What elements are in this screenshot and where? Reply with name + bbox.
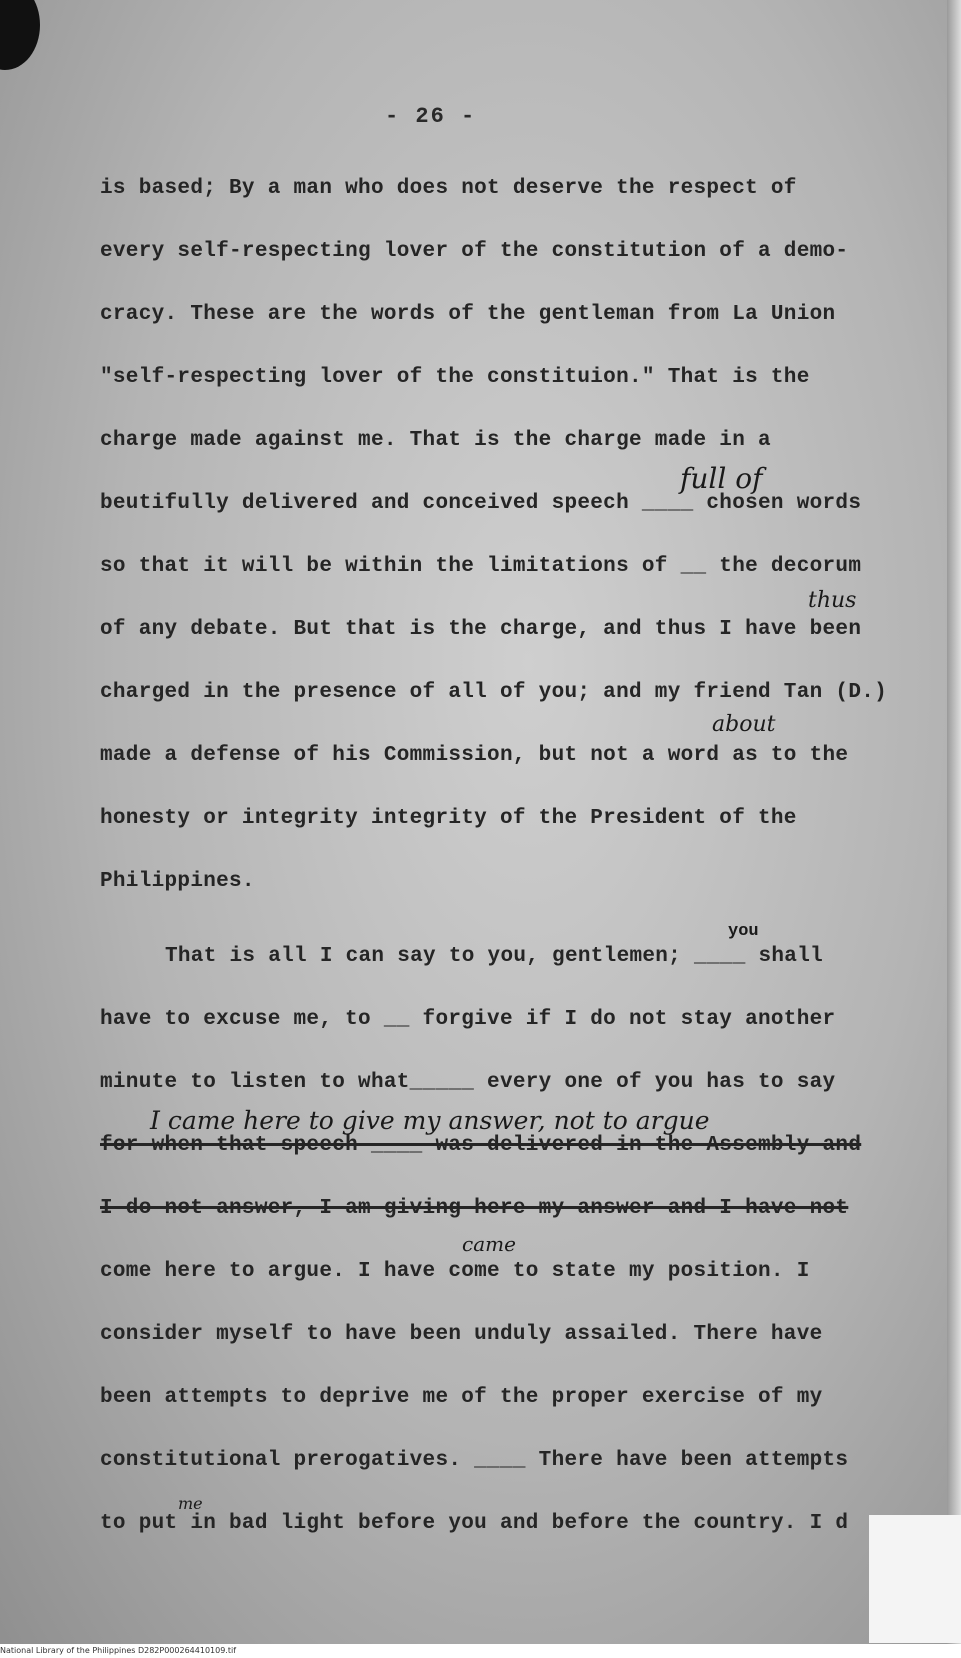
handwritten-full-of: full of bbox=[680, 462, 763, 495]
text-line: constitutional prerogatives. ____ There have been attempts bbox=[100, 1449, 849, 1472]
text-line: honesty or integrity integrity of the President of the bbox=[100, 807, 797, 830]
text-line: That is all I can say to you, gentlemen; ____ shall bbox=[165, 945, 824, 968]
archive-footer: National Library of the Philippines D282P000264410109.tif bbox=[0, 1644, 961, 1658]
text-line: consider myself to have been unduly assailed. There have bbox=[100, 1323, 823, 1346]
scan-corner-patch bbox=[869, 1515, 961, 1643]
text-line: minute to listen to what_____ every one of you has to say bbox=[100, 1071, 836, 1094]
text-line: charged in the presence of all of you; and my friend Tan (D.) bbox=[100, 681, 888, 704]
handwritten-came: came bbox=[462, 1232, 516, 1256]
text-line: "self-respecting lover of the constituion." That is the bbox=[100, 366, 810, 389]
handwritten-me: me bbox=[178, 1494, 203, 1513]
text-line: so that it will be within the limitations of __ the decorum bbox=[100, 555, 862, 578]
handwritten-you: you bbox=[728, 922, 759, 941]
text-line: of any debate. But that is the charge, and thus I have been bbox=[100, 618, 862, 641]
text-line: come here to argue. I have come to state my position. I bbox=[100, 1260, 810, 1283]
struck-text-line: for when that speech ____ was delivered in the Assembly and bbox=[100, 1134, 862, 1157]
text-line: have to excuse me, to __ forgive if I do not stay another bbox=[100, 1008, 836, 1031]
text-line: is based; By a man who does not deserve the respect of bbox=[100, 177, 797, 200]
handwritten-about: about bbox=[712, 712, 776, 737]
text-line: been attempts to deprive me of the proper exercise of my bbox=[100, 1386, 823, 1409]
text-line: to put in bad light before you and before the country. I d bbox=[100, 1512, 849, 1535]
page-edge bbox=[947, 0, 961, 1658]
text-line: cracy. These are the words of the gentleman from La Union bbox=[100, 303, 836, 326]
scan-edge-shadow bbox=[0, 0, 40, 70]
page-number: - 26 - bbox=[385, 104, 477, 129]
text-line: Philippines. bbox=[100, 870, 255, 893]
handwritten-thus: thus bbox=[808, 588, 857, 613]
struck-text-line: I do not answer, I am giving here my answer and I have not bbox=[100, 1197, 849, 1220]
handwritten-came-here-sentence: I came here to give my answer, not to argue bbox=[150, 1106, 710, 1135]
text-line: made a defense of his Commission, but not a word as to the bbox=[100, 744, 849, 767]
text-line: beutifully delivered and conceived speech ____ chosen words bbox=[100, 492, 862, 515]
text-line: every self-respecting lover of the constitution of a demo- bbox=[100, 240, 849, 263]
text-line: charge made against me. That is the charge made in a bbox=[100, 429, 771, 452]
